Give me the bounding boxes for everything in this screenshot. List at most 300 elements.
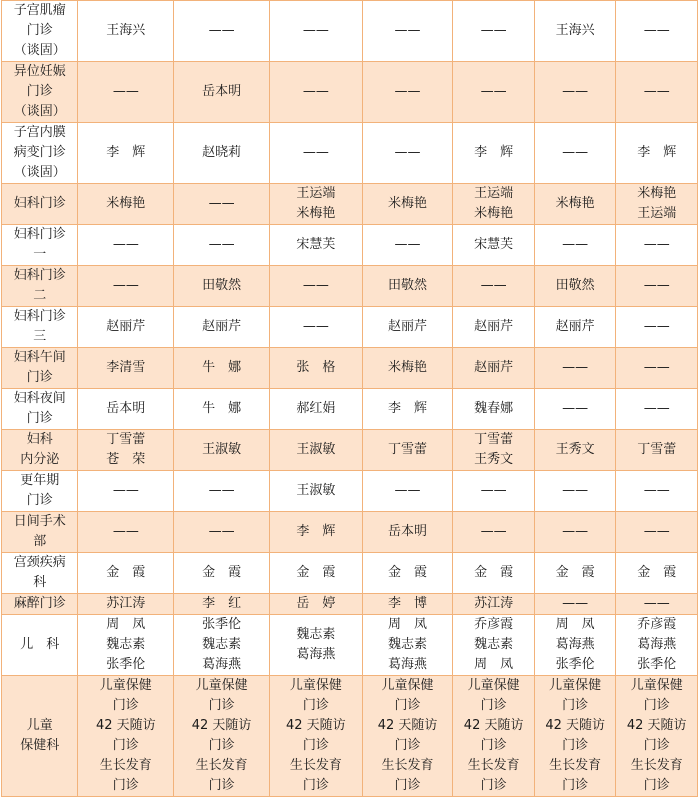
schedule-cell — [616, 676, 698, 797]
doctor-name: —— — [480, 524, 507, 539]
doctor-name: 儿童保健 — [467, 678, 520, 693]
schedule-cell — [174, 676, 270, 797]
doctor-name: 岳本明 — [388, 524, 428, 539]
doctor-name: 赵丽芹 — [106, 319, 146, 334]
doctor-name: 门诊 — [562, 698, 589, 713]
schedule-cell — [453, 184, 535, 225]
doctor-name: 张季伦 — [106, 657, 146, 672]
schedule-cell — [616, 62, 698, 123]
schedule-cell — [362, 184, 453, 225]
doctor-name: 王海兴 — [106, 23, 146, 38]
doctor-name: 米梅艳 — [388, 196, 428, 211]
doctor-name: 赵丽芹 — [202, 319, 242, 334]
doctor-name: 儿童保健 — [195, 678, 248, 693]
schedule-cell — [453, 348, 535, 389]
schedule-row — [2, 348, 698, 389]
doctor-name: 金 霞 — [202, 565, 242, 580]
department-name — [2, 594, 78, 615]
department-name — [2, 512, 78, 553]
doctor-name: 李清雪 — [106, 360, 146, 375]
department-name-line: 异位妊娠 — [13, 64, 66, 79]
schedule-cell — [453, 512, 535, 553]
schedule-cell — [534, 553, 616, 594]
doctor-name: 岳 婷 — [296, 596, 336, 611]
doctor-name: 乔彦霞 — [637, 617, 677, 632]
department-name-line: 妇科门诊 — [13, 309, 66, 324]
doctor-name: —— — [302, 23, 329, 38]
schedule-cell — [362, 676, 453, 797]
schedule-cell — [174, 594, 270, 615]
schedule-cell — [534, 348, 616, 389]
doctor-name: —— — [394, 84, 421, 99]
department-name — [2, 266, 78, 307]
schedule-cell — [453, 430, 535, 471]
doctor-name: 丁雪蕾 — [388, 442, 428, 457]
department-name-line: 麻醉门诊 — [13, 596, 66, 611]
doctor-name: 苏江涛 — [474, 596, 514, 611]
department-name-line: 妇科 — [26, 432, 53, 447]
schedule-cell — [174, 307, 270, 348]
schedule-cell — [78, 62, 174, 123]
doctor-name: 金 霞 — [474, 565, 514, 580]
doctor-name: —— — [643, 401, 670, 416]
doctor-name: —— — [302, 319, 329, 334]
doctor-name: 葛海燕 — [637, 637, 677, 652]
doctor-name: 42 天随访 — [377, 718, 438, 733]
schedule-cell — [534, 676, 616, 797]
doctor-name: 魏志素 — [296, 627, 336, 642]
doctor-name: 门诊 — [302, 738, 329, 753]
department-name-line: 儿 科 — [20, 637, 60, 652]
department-name — [2, 123, 78, 184]
doctor-name: 生长发育 — [549, 758, 602, 773]
department-name-line: 门诊 — [26, 411, 53, 426]
doctor-name: 米梅艳 — [474, 206, 514, 221]
schedule-cell — [362, 615, 453, 676]
doctor-name: —— — [208, 524, 235, 539]
schedule-cell — [453, 553, 535, 594]
schedule-cell — [174, 389, 270, 430]
schedule-cell — [78, 266, 174, 307]
schedule-cell — [269, 266, 362, 307]
doctor-name: 赵丽芹 — [474, 360, 514, 375]
department-name — [2, 307, 78, 348]
doctor-name: 金 霞 — [555, 565, 595, 580]
department-name-line: 日间手术 — [13, 514, 66, 529]
department-name-line: 更年期 — [20, 473, 60, 488]
schedule-cell — [453, 307, 535, 348]
doctor-name: —— — [208, 196, 235, 211]
doctor-name: 葛海燕 — [202, 657, 242, 672]
doctor-name: 门诊 — [643, 738, 670, 753]
doctor-name: 葛海燕 — [555, 637, 595, 652]
doctor-name: 牛 娜 — [202, 360, 242, 375]
schedule-cell — [616, 123, 698, 184]
doctor-name: 生长发育 — [467, 758, 520, 773]
schedule-row — [2, 123, 698, 184]
doctor-name: 生长发育 — [381, 758, 434, 773]
schedule-cell — [269, 225, 362, 266]
schedule-cell — [78, 615, 174, 676]
doctor-name: 李 辉 — [296, 524, 336, 539]
doctor-name: 牛 娜 — [202, 401, 242, 416]
department-name-line: 门诊 — [26, 84, 53, 99]
doctor-name: 葛海燕 — [296, 647, 336, 662]
doctor-name: 米梅艳 — [106, 196, 146, 211]
department-name-line: 科 — [33, 575, 47, 590]
schedule-cell — [362, 123, 453, 184]
doctor-name: 门诊 — [643, 778, 670, 793]
doctor-name: 王运端 — [637, 206, 677, 221]
doctor-name: —— — [302, 145, 329, 160]
doctor-name: 李 辉 — [106, 145, 146, 160]
doctor-name: —— — [562, 483, 589, 498]
doctor-name: 米梅艳 — [388, 360, 428, 375]
doctor-name: 苏江涛 — [106, 596, 146, 611]
doctor-name: 生长发育 — [289, 758, 342, 773]
doctor-name: —— — [562, 237, 589, 252]
doctor-name: 田敬然 — [202, 278, 242, 293]
department-name-line: 三 — [33, 329, 47, 344]
schedule-cell — [362, 594, 453, 615]
doctor-name: —— — [562, 401, 589, 416]
schedule-cell — [269, 512, 362, 553]
department-name-line: 妇科门诊 — [13, 268, 66, 283]
doctor-name: —— — [112, 84, 139, 99]
doctor-name: —— — [643, 23, 670, 38]
doctor-name: —— — [643, 483, 670, 498]
doctor-name: —— — [112, 524, 139, 539]
doctor-name: —— — [112, 237, 139, 252]
schedule-cell — [269, 123, 362, 184]
department-name-line: 妇科午间 — [13, 350, 66, 365]
doctor-name: 葛海燕 — [388, 657, 428, 672]
doctor-name: 儿童保健 — [99, 678, 152, 693]
department-name-line: 门诊 — [26, 23, 53, 38]
schedule-cell — [453, 389, 535, 430]
doctor-name: 儿童保健 — [289, 678, 342, 693]
schedule-cell — [78, 676, 174, 797]
department-name — [2, 389, 78, 430]
doctor-name: —— — [562, 596, 589, 611]
department-name-line: （谈固） — [13, 104, 66, 119]
doctor-name: —— — [302, 278, 329, 293]
doctor-name: —— — [480, 483, 507, 498]
doctor-name: 门诊 — [480, 698, 507, 713]
schedule-cell — [78, 389, 174, 430]
schedule-cell — [269, 430, 362, 471]
schedule-row — [2, 266, 698, 307]
schedule-row — [2, 389, 698, 430]
department-name — [2, 1, 78, 62]
doctor-name: —— — [480, 278, 507, 293]
schedule-cell — [78, 348, 174, 389]
doctor-name: 赵丽芹 — [474, 319, 514, 334]
schedule-cell — [362, 512, 453, 553]
doctor-name: 张季伦 — [202, 617, 242, 632]
department-name-line: 保健科 — [20, 738, 60, 753]
doctor-name: —— — [643, 524, 670, 539]
doctor-name: 丁雪蕾 — [637, 442, 677, 457]
schedule-cell — [269, 594, 362, 615]
doctor-name: —— — [208, 237, 235, 252]
schedule-body — [2, 1, 698, 797]
doctor-name: 门诊 — [112, 738, 139, 753]
doctor-name: 王淑敏 — [202, 442, 242, 457]
doctor-name: 周 凤 — [388, 617, 428, 632]
schedule-row — [2, 553, 698, 594]
schedule-cell — [453, 266, 535, 307]
doctor-name: 王海兴 — [555, 23, 595, 38]
doctor-name: 门诊 — [480, 778, 507, 793]
doctor-name: 门诊 — [112, 778, 139, 793]
doctor-name: 张季伦 — [555, 657, 595, 672]
doctor-name: 金 霞 — [296, 565, 336, 580]
schedule-cell — [616, 266, 698, 307]
doctor-name: 王运端 — [296, 186, 336, 201]
schedule-row — [2, 225, 698, 266]
doctor-name: 儿童保健 — [549, 678, 602, 693]
department-name-line: 病变门诊 — [13, 145, 66, 160]
schedule-cell — [78, 512, 174, 553]
schedule-cell — [362, 307, 453, 348]
schedule-cell — [78, 430, 174, 471]
schedule-cell — [174, 471, 270, 512]
schedule-cell — [174, 1, 270, 62]
schedule-cell — [174, 553, 270, 594]
doctor-name: 岳本明 — [202, 84, 242, 99]
doctor-name: —— — [562, 524, 589, 539]
schedule-cell — [174, 184, 270, 225]
doctor-name: —— — [643, 360, 670, 375]
schedule-cell — [78, 225, 174, 266]
schedule-cell — [362, 266, 453, 307]
department-name-line: （谈固） — [13, 43, 66, 58]
doctor-name: —— — [302, 84, 329, 99]
doctor-name: 门诊 — [394, 738, 421, 753]
doctor-name: 米梅艳 — [637, 186, 677, 201]
schedule-cell — [534, 184, 616, 225]
schedule-cell — [174, 225, 270, 266]
schedule-cell — [534, 471, 616, 512]
department-name-line: 部 — [33, 534, 47, 549]
department-name-line: 门诊 — [26, 370, 53, 385]
doctor-name: —— — [208, 483, 235, 498]
doctor-name: 门诊 — [643, 698, 670, 713]
schedule-cell — [269, 62, 362, 123]
doctor-name: 田敬然 — [555, 278, 595, 293]
schedule-cell — [362, 1, 453, 62]
doctor-name: 李 辉 — [637, 145, 677, 160]
schedule-cell — [362, 471, 453, 512]
department-name — [2, 225, 78, 266]
schedule-cell — [453, 471, 535, 512]
doctor-name: 米梅艳 — [296, 206, 336, 221]
schedule-cell — [453, 676, 535, 797]
doctor-name: —— — [480, 84, 507, 99]
doctor-name: 魏春娜 — [474, 401, 514, 416]
department-name — [2, 553, 78, 594]
schedule-cell — [269, 553, 362, 594]
schedule-cell — [616, 348, 698, 389]
doctor-name: 乔彦霞 — [474, 617, 514, 632]
doctor-name: 42 天随访 — [95, 718, 156, 733]
schedule-cell — [362, 389, 453, 430]
doctor-name: 魏志素 — [388, 637, 428, 652]
clinic-schedule-table — [1, 0, 698, 797]
doctor-name: 岳本明 — [106, 401, 146, 416]
department-name-line: 二 — [33, 288, 47, 303]
department-name-line: （谈固） — [13, 165, 66, 180]
schedule-cell — [174, 615, 270, 676]
doctor-name: —— — [112, 483, 139, 498]
schedule-cell — [78, 1, 174, 62]
doctor-name: 门诊 — [480, 738, 507, 753]
department-name-line: 内分泌 — [20, 452, 60, 467]
schedule-cell — [362, 553, 453, 594]
doctor-name: 门诊 — [394, 778, 421, 793]
schedule-cell — [362, 62, 453, 123]
department-name — [2, 471, 78, 512]
schedule-cell — [453, 225, 535, 266]
doctor-name: 宋慧芙 — [474, 237, 514, 252]
doctor-name: 门诊 — [208, 738, 235, 753]
doctor-name: —— — [562, 84, 589, 99]
doctor-name: —— — [643, 596, 670, 611]
schedule-cell — [174, 62, 270, 123]
doctor-name: 儿童保健 — [381, 678, 434, 693]
doctor-name: —— — [394, 237, 421, 252]
schedule-cell — [174, 512, 270, 553]
schedule-cell — [534, 389, 616, 430]
schedule-cell — [174, 266, 270, 307]
schedule-cell — [269, 1, 362, 62]
doctor-name: 42 天随访 — [191, 718, 252, 733]
schedule-cell — [453, 62, 535, 123]
doctor-name: 赵丽芹 — [388, 319, 428, 334]
schedule-cell — [362, 348, 453, 389]
schedule-row — [2, 184, 698, 225]
doctor-name: 周 凤 — [474, 657, 514, 672]
schedule-cell — [78, 307, 174, 348]
department-name — [2, 430, 78, 471]
schedule-row — [2, 471, 698, 512]
schedule-cell — [534, 225, 616, 266]
department-name-line: 妇科门诊 — [13, 227, 66, 242]
schedule-cell — [78, 471, 174, 512]
department-name-line: 一 — [33, 247, 47, 262]
doctor-name: 生长发育 — [195, 758, 248, 773]
schedule-cell — [616, 512, 698, 553]
schedule-cell — [78, 553, 174, 594]
doctor-name: 丁雪蕾 — [106, 432, 146, 447]
schedule-cell — [534, 512, 616, 553]
department-name-line: 门诊 — [26, 493, 53, 508]
doctor-name: 李 博 — [388, 596, 428, 611]
schedule-cell — [453, 594, 535, 615]
schedule-cell — [362, 430, 453, 471]
doctor-name: 生长发育 — [99, 758, 152, 773]
department-name-line: 妇科夜间 — [13, 391, 66, 406]
schedule-row — [2, 430, 698, 471]
doctor-name: 米梅艳 — [555, 196, 595, 211]
schedule-row — [2, 307, 698, 348]
schedule-cell — [269, 307, 362, 348]
doctor-name: 金 霞 — [637, 565, 677, 580]
schedule-cell — [616, 615, 698, 676]
schedule-cell — [453, 123, 535, 184]
schedule-cell — [616, 389, 698, 430]
schedule-cell — [534, 266, 616, 307]
department-name — [2, 62, 78, 123]
schedule-row — [2, 676, 698, 797]
schedule-cell — [78, 123, 174, 184]
doctor-name: 金 霞 — [106, 565, 146, 580]
schedule-row — [2, 62, 698, 123]
department-name-line: 子宫肌瘤 — [13, 3, 66, 18]
schedule-row — [2, 1, 698, 62]
schedule-cell — [269, 389, 362, 430]
schedule-cell — [269, 348, 362, 389]
schedule-cell — [534, 615, 616, 676]
doctor-name: 门诊 — [112, 698, 139, 713]
doctor-name: —— — [394, 483, 421, 498]
doctor-name: 周 凤 — [106, 617, 146, 632]
schedule-cell — [616, 594, 698, 615]
schedule-cell — [174, 123, 270, 184]
doctor-name: 周 凤 — [555, 617, 595, 632]
schedule-cell — [362, 225, 453, 266]
doctor-name: 王秀文 — [555, 442, 595, 457]
department-name-line: 子宫内膜 — [13, 125, 66, 140]
doctor-name: 赵晓莉 — [202, 145, 242, 160]
schedule-cell — [453, 1, 535, 62]
schedule-cell — [534, 123, 616, 184]
doctor-name: 王淑敏 — [296, 483, 336, 498]
doctor-name: 李 辉 — [474, 145, 514, 160]
doctor-name: —— — [562, 145, 589, 160]
doctor-name: 魏志素 — [106, 637, 146, 652]
doctor-name: 门诊 — [208, 698, 235, 713]
doctor-name: 门诊 — [562, 778, 589, 793]
schedule-row — [2, 512, 698, 553]
doctor-name: 门诊 — [562, 738, 589, 753]
schedule-cell — [616, 430, 698, 471]
schedule-cell — [534, 430, 616, 471]
department-name-line: 儿童 — [26, 718, 53, 733]
doctor-name: 田敬然 — [388, 278, 428, 293]
schedule-cell — [174, 348, 270, 389]
doctor-name: 王秀文 — [474, 452, 514, 467]
department-name — [2, 184, 78, 225]
doctor-name: 王运端 — [474, 186, 514, 201]
doctor-name: 魏志素 — [202, 637, 242, 652]
doctor-name: 生长发育 — [630, 758, 683, 773]
doctor-name: —— — [208, 23, 235, 38]
doctor-name: 魏志素 — [474, 637, 514, 652]
doctor-name: 金 霞 — [388, 565, 428, 580]
department-name — [2, 676, 78, 797]
schedule-cell — [616, 307, 698, 348]
schedule-cell — [78, 184, 174, 225]
doctor-name: —— — [643, 237, 670, 252]
doctor-name: 张 格 — [296, 360, 336, 375]
schedule-cell — [78, 594, 174, 615]
schedule-cell — [534, 307, 616, 348]
doctor-name: 李 辉 — [388, 401, 428, 416]
doctor-name: 门诊 — [394, 698, 421, 713]
doctor-name: 42 天随访 — [626, 718, 687, 733]
